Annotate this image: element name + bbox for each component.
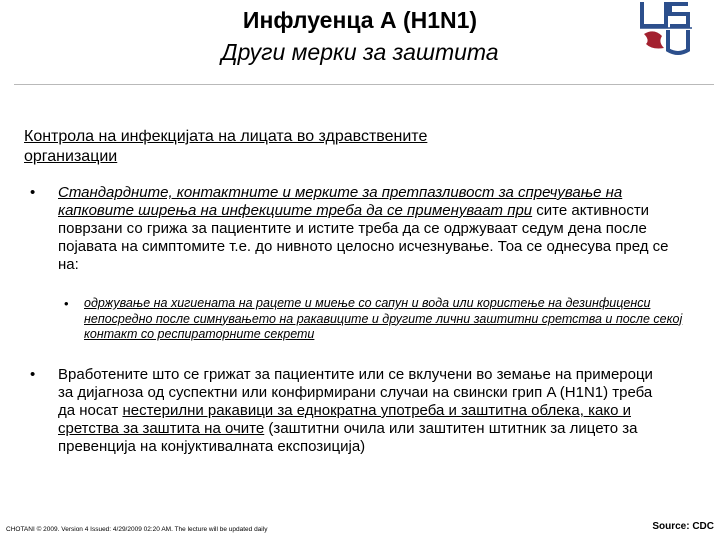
footer-copyright: CHOTANI © 2009. Version 4 Issued: 4/29/2009 02:20 AM. The lecture will be updated daily: [6, 526, 268, 533]
bullet-1: •: [30, 184, 36, 201]
sub-bullet-1-text: [84, 296, 694, 343]
bullet-1-normal-text: сите активности поврзани со грижа за пациентите и истите треба да се одржуваат седум дена после појавата на симптомите т.е. до нивното целосно исчезнување. Тоа се однесува пред се на:: [58, 202, 669, 273]
bullet-1-italic-text: Стандардните, контактните и мерките за претпазливост за спречување на капковите ширења на инфекциите треба да се применуваат при: [58, 184, 623, 219]
section-heading: [24, 127, 584, 167]
bullet-2: •: [30, 366, 36, 383]
slide-subtitle: Други мерки за заштита: [221, 39, 499, 65]
sub-bullet-1: •: [64, 296, 69, 311]
bullet-2-text: [58, 366, 658, 456]
sub-bullet-1-underlined-text: одржување на хигиената на рацете и миење со сапун и вода или користење на дезинфиценси непосредно после симнувањето на ракавиците и другите лични заштитни сретства и после секој контакт со респираторните секрети: [84, 296, 683, 341]
slide-title: Инфлуенца А (H1N1): [242, 7, 478, 33]
title-divider: [14, 84, 714, 85]
bullet-2-text-part-2: (заштитни очила или заштитен штитник за лицето за превенција на конјуктивалната експозиција): [58, 420, 638, 455]
bullet-1-text: [58, 184, 678, 274]
heading-line-2: организации: [24, 148, 118, 165]
bullet-2-underlined-text: нестерилни ракавици за еднократна употреба и заштитна облека, како и сретства за заштита на очите: [58, 402, 631, 437]
bullet-2-text-part-1: Вработените што се грижат за пациентите или се вклучени во земање на примероци за дијагноза од суспектни или конфирмирани случаи на свински грип A (H1N1) треба да носат: [58, 366, 653, 419]
usu-logo: [640, 0, 692, 56]
heading-line-1: Контрола на инфекцијата на лицата во здравствените: [24, 128, 428, 145]
footer-source: Source: CDC: [652, 521, 714, 532]
